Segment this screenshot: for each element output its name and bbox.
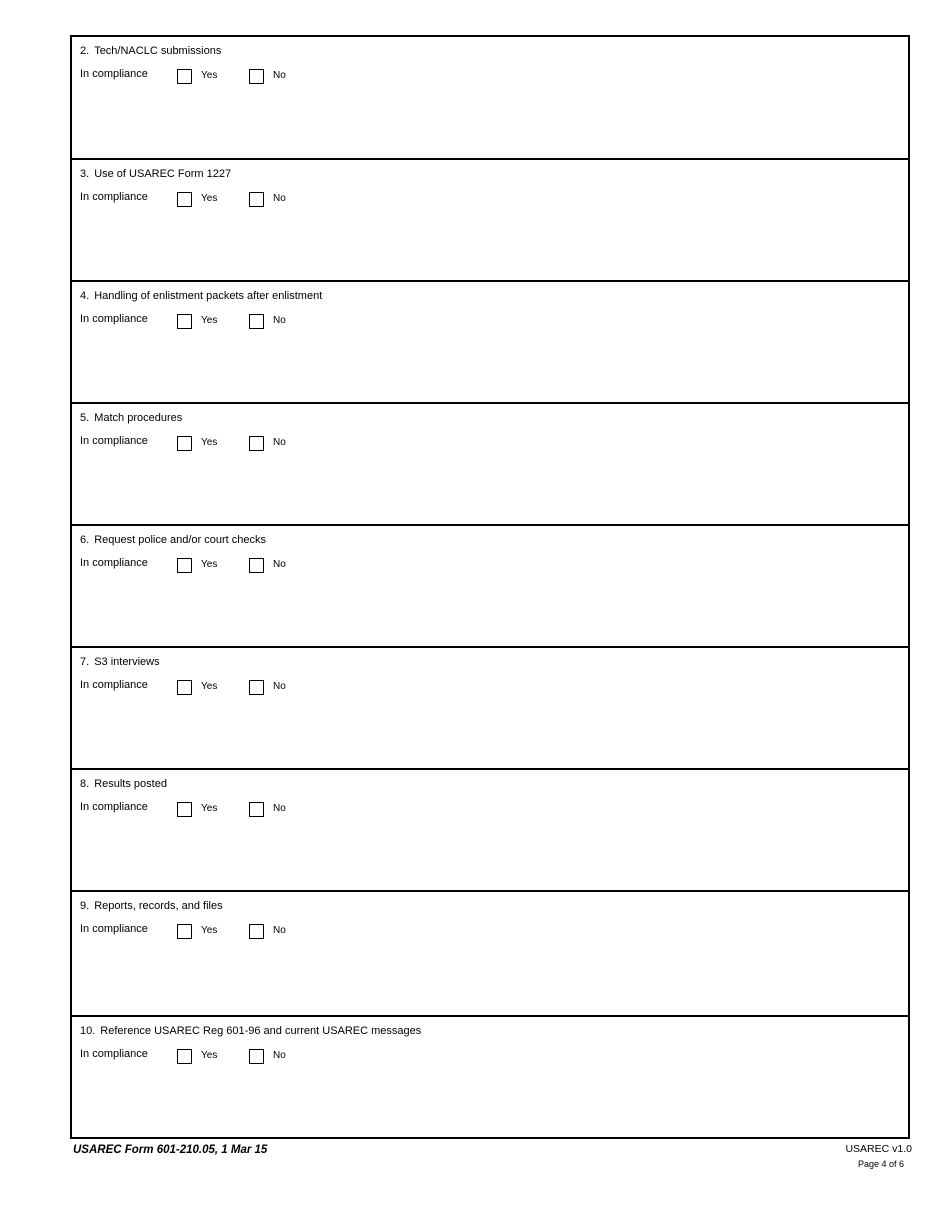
yes-label: Yes	[201, 437, 218, 448]
no-label: No	[273, 925, 286, 936]
item-title: 9. Reports, records, and files	[80, 900, 223, 912]
item-title: 7. S3 interviews	[80, 656, 160, 668]
compliance-row	[80, 801, 340, 817]
yes-label: Yes	[201, 925, 218, 936]
compliance-label: In compliance	[80, 923, 148, 935]
yes-label: Yes	[201, 559, 218, 570]
no-checkbox[interactable]	[249, 436, 264, 451]
no-checkbox[interactable]	[249, 558, 264, 573]
yes-checkbox[interactable]	[177, 924, 192, 939]
no-label: No	[273, 315, 286, 326]
no-checkbox[interactable]	[249, 192, 264, 207]
form-item-10	[72, 1017, 908, 1137]
yes-checkbox[interactable]	[177, 680, 192, 695]
item-title: 8. Results posted	[80, 778, 167, 790]
compliance-label: In compliance	[80, 191, 148, 203]
item-title: 4. Handling of enlistment packets after enlistment	[80, 290, 323, 302]
compliance-label: In compliance	[80, 1048, 148, 1060]
no-checkbox[interactable]	[249, 802, 264, 817]
compliance-row	[80, 923, 340, 939]
form-item-7	[72, 648, 908, 770]
no-label: No	[273, 559, 286, 570]
compliance-label: In compliance	[80, 313, 148, 325]
compliance-row	[80, 435, 340, 451]
no-label: No	[273, 1050, 286, 1061]
no-label: No	[273, 193, 286, 204]
compliance-row	[80, 68, 340, 84]
no-label: No	[273, 70, 286, 81]
no-label: No	[273, 681, 286, 692]
yes-checkbox[interactable]	[177, 1049, 192, 1064]
form-version: USAREC v1.0	[845, 1143, 912, 1155]
yes-label: Yes	[201, 193, 218, 204]
no-label: No	[273, 437, 286, 448]
no-checkbox[interactable]	[249, 680, 264, 695]
yes-label: Yes	[201, 70, 218, 81]
yes-checkbox[interactable]	[177, 436, 192, 451]
item-title: 10. Reference USAREC Reg 601-96 and current USAREC messages	[80, 1025, 422, 1037]
form-item-9	[72, 892, 908, 1017]
form-item-8	[72, 770, 908, 892]
yes-label: Yes	[201, 315, 218, 326]
form-item-6	[72, 526, 908, 648]
form-item-2	[72, 37, 908, 160]
no-checkbox[interactable]	[249, 924, 264, 939]
yes-checkbox[interactable]	[177, 802, 192, 817]
page-number: Page 4 of 6	[857, 1159, 904, 1169]
yes-checkbox[interactable]	[177, 192, 192, 207]
compliance-label: In compliance	[80, 801, 148, 813]
yes-checkbox[interactable]	[177, 558, 192, 573]
compliance-row	[80, 191, 340, 207]
compliance-row	[80, 1048, 340, 1064]
yes-label: Yes	[201, 1050, 218, 1061]
yes-label: Yes	[201, 803, 218, 814]
compliance-row	[80, 557, 340, 573]
form-identifier: USAREC Form 601-210.05, 1 Mar 15	[73, 1144, 268, 1156]
yes-checkbox[interactable]	[177, 69, 192, 84]
compliance-row	[80, 313, 340, 329]
item-title: 5. Match procedures	[80, 412, 183, 424]
inspection-form	[70, 35, 910, 1139]
form-item-3	[72, 160, 908, 282]
form-item-4	[72, 282, 908, 404]
item-title: 6. Request police and/or court checks	[80, 534, 267, 546]
item-title: 2. Tech/NACLC submissions	[80, 45, 222, 57]
compliance-label: In compliance	[80, 557, 148, 569]
item-title: 3. Use of USAREC Form 1227	[80, 168, 232, 180]
compliance-label: In compliance	[80, 435, 148, 447]
no-label: No	[273, 803, 286, 814]
yes-checkbox[interactable]	[177, 314, 192, 329]
form-item-5	[72, 404, 908, 526]
no-checkbox[interactable]	[249, 314, 264, 329]
compliance-label: In compliance	[80, 68, 148, 80]
no-checkbox[interactable]	[249, 69, 264, 84]
no-checkbox[interactable]	[249, 1049, 264, 1064]
compliance-row	[80, 679, 340, 695]
compliance-label: In compliance	[80, 679, 148, 691]
yes-label: Yes	[201, 681, 218, 692]
